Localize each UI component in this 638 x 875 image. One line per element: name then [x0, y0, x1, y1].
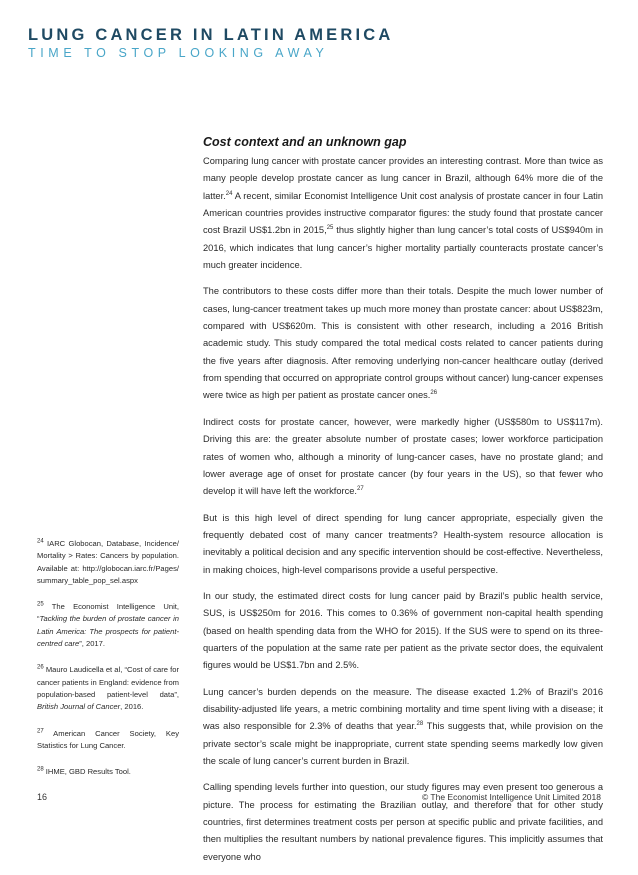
footnote-ref-26[interactable]: 26	[430, 390, 438, 397]
footnote-ref-27[interactable]: 27	[357, 486, 364, 493]
footnotes	[37, 538, 179, 792]
report-title: LUNG CANCER IN LATIN AMERICA	[28, 26, 394, 44]
paragraph-5: In our study, the estimated direct costs for lung cancer paid by Brazil’s public health service, SUS, is US$250m for 2016. This comes to 0.36% of government non-capital health spending (based on health spending data from the WHO for 2015). If the SUS were to spend on its three-quarters of the population at the same rate per patient as the private sector does, the equivalent figures would be US$1.7bn and 2.5%.	[203, 590, 603, 671]
page-number: 16	[37, 792, 48, 802]
footnote-25: $^{25}$ The Economist Intelligence Unit, “Tackling the burden of prostate cancer in Latin America: The prospects for patient-centred care”, 2017.	[37, 601, 179, 649]
section-heading: Cost context and an unknown gap	[203, 135, 407, 149]
paragraph-1: Comparing lung cancer with prostate cancer provides an interesting contrast. More than twice as many people develop prostate cancer as lung cancer in Brazil, although 64% more die of the latter.$^{24}$ A recent, similar Economist Intelligence Unit cost analysis of prostate cancer in four Latin American countries provides instructive comparator figures: the study found that prostate cancer cost Brazil US$1.2bn in 2015,25 thus slightly higher than lung cancer’s total costs of US$940m in 2016, which indicates that lung cancer’s higher mortality partially counteracts prostate cancer’s much greater incidence.	[203, 156, 603, 271]
footnote-24: $^{24}$ IARC Globocan, Database, Incidence/ Mortality > Rates: Cancers by population. Available at: http://globocan.iarc.fr/Pages/ summary_table_pop_sel.aspx	[37, 538, 179, 585]
paragraph-2: The contributors to these costs differ more than their totals. Despite the much lower number of cases, lung-cancer treatment takes up much more money than prostate cancer: about US$823m, compared with US$620m. This is consistent with other research, including a 2016 British academic study. This study compared the total medical costs related to cancer patients during the five years after diagnosis. After removing underlying non-cancer healthcare outlay (derived from spending that occurred on appropriate control groups without cancer) lung-cancer expenses were twice as high per patient as prostate cancer ones.$^{26}$	[203, 286, 603, 401]
footnote-26: $^{26}$ Mauro Laudicella et al, “Cost of care for cancer patients in England: evidence from population-based patient-level data”, British Journal of Cancer, 2016.	[37, 664, 179, 712]
footnote-ref-24[interactable]: 24	[225, 190, 233, 197]
paragraph-7: Calling spending levels further into question, our study figures may even present too generous a picture. The process for estimating the Brazilian outlay, and therefore that for other study countries, first determines treatment costs per person at specific public and private facilities, and then multiplies the resultant numbers by national prevalence figures. This implicitly assumes that everyone who	[203, 782, 603, 862]
paragraph-4: But is this high level of direct spending for lung cancer appropriate, especially given the frequently debated cost of many cancer treatments? Health-system resource allocation is inevitably a political decision and any specific intervention should be cost-effective. Nevertheless, in making choices, high-level comparisons provide a useful perspective.	[203, 512, 603, 575]
main-column	[203, 134, 603, 875]
footnote-28: $^{28}$ IHME, GBD Results Tool.	[37, 766, 131, 777]
paragraph-3: Indirect costs for prostate cancer, however, were markedly higher (US$580m to US$117m). Driving this are: the greater absolute number of prostate cases; lower workforce participation rates of women who, although a minority of lung-cancer cases, have no prostate gland; and lower average age of onset for prostate cancer (by four years in the US), so that fewer who develop it will have left the workforce.$^{27}$	[203, 416, 603, 497]
paragraph-6: Lung cancer’s burden depends on the measure. The disease exacted 1.2% of Brazil’s 2016 disability-adjusted life years, a metric combining mortality and time spent living with a disease; it was also responsible for 2.3% of deaths that year.$^{28}$ This suggests that, while provision on the private sector’s scale might be inappropriate, current state spending seems markedly low given the scale of lung cancer’s current burden in Brazil.	[203, 686, 603, 766]
footnote-ref-25[interactable]: 25	[326, 225, 334, 232]
footnote-ref-28[interactable]: 28	[416, 721, 424, 728]
report-subtitle: TIME TO STOP LOOKING AWAY	[28, 46, 329, 60]
footnote-27: $^{27}$ American Cancer Society, Key Statistics for Lung Cancer.	[37, 728, 179, 750]
copyright-notice: © The Economist Intelligence Unit Limited 2018	[421, 792, 601, 802]
